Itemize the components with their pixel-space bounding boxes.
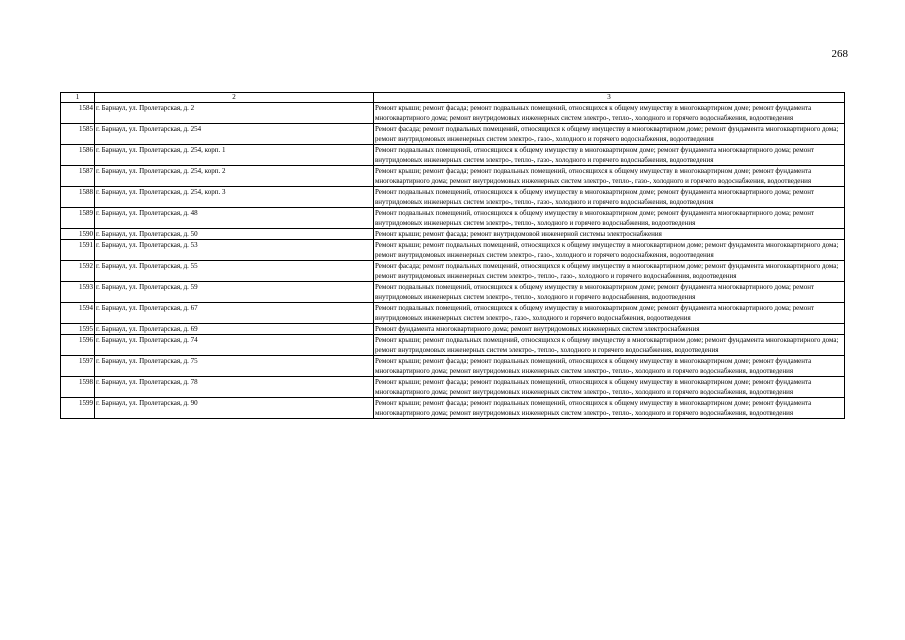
table-row — [61, 261, 845, 282]
row-address: г. Барнаул, ул. Пролетарская, д. 2 — [95, 103, 374, 124]
row-address: г. Барнаул, ул. Пролетарская, д. 75 — [95, 356, 374, 377]
row-address: г. Барнаул, ул. Пролетарская, д. 55 — [95, 261, 374, 282]
row-address: г. Барнаул, ул. Пролетарская, д. 53 — [95, 240, 374, 261]
table-row — [61, 229, 845, 240]
table-row — [61, 240, 845, 261]
table-row — [61, 335, 845, 356]
row-number: 1595 — [61, 324, 95, 335]
table-row — [61, 166, 845, 187]
row-number: 1594 — [61, 303, 95, 324]
row-number: 1587 — [61, 166, 95, 187]
table-header — [61, 93, 845, 103]
row-address: г. Барнаул, ул. Пролетарская, д. 50 — [95, 229, 374, 240]
table-row — [61, 324, 845, 335]
row-works: Ремонт фундамента многоквартирного дома; ремонт внутридомовых инженерных систем электроснабжения — [374, 324, 845, 335]
row-address: г. Барнаул, ул. Пролетарская, д. 59 — [95, 282, 374, 303]
row-works: Ремонт крыши; ремонт фасада; ремонт подвальных помещений, относящихся к общему имуществу в многоквартирном доме; ремонт фундамента многоквартирного дома; ремонт внутридомовых инженерных систем электро-, тепло-, газо-, холодного и горячего водоснабжения, водоотведения — [374, 166, 845, 187]
row-works: Ремонт подвальных помещений, относящихся к общему имуществу в многоквартирном доме; ремонт фундамента многоквартирного дома; ремонт внутридомовых инженерных систем электро-, газо-, холодного и горячего водоснабжения, водоотведения — [374, 303, 845, 324]
row-number: 1593 — [61, 282, 95, 303]
row-address: г. Барнаул, ул. Пролетарская, д. 67 — [95, 303, 374, 324]
column-header-works: 3 — [374, 93, 845, 103]
row-works: Ремонт подвальных помещений, относящихся к общему имуществу в многоквартирном доме; ремонт фундамента многоквартирного дома; ремонт внутридомовых инженерных систем электро-, тепло-, холодного и горячего водоснабжения, водоотведения — [374, 208, 845, 229]
table-row — [61, 377, 845, 398]
table-row — [61, 356, 845, 377]
row-number: 1592 — [61, 261, 95, 282]
header-row — [61, 93, 845, 103]
row-number: 1584 — [61, 103, 95, 124]
row-address: г. Барнаул, ул. Пролетарская, д. 90 — [95, 398, 374, 419]
row-number: 1590 — [61, 229, 95, 240]
row-address: г. Барнаул, ул. Пролетарская, д. 74 — [95, 335, 374, 356]
page-number: 268 — [831, 48, 848, 60]
row-works: Ремонт фасада; ремонт подвальных помещений, относящихся к общему имуществу в многоквартирном доме; ремонт фундамента многоквартирного дома; ремонт внутридомовых инженерных систем электро-, газо-, холодного и горячего водоснабжения, водоотведения — [374, 124, 845, 145]
table-row — [61, 208, 845, 229]
row-works: Ремонт подвальных помещений, относящихся к общему имуществу в многоквартирном доме; ремонт фундамента многоквартирного дома; ремонт внутридомовых инженерных систем электро-, тепло-, газо-, холодного и горячего водоснабжения, водоотведения — [374, 145, 845, 166]
row-number: 1588 — [61, 187, 95, 208]
row-address: г. Барнаул, ул. Пролетарская, д. 48 — [95, 208, 374, 229]
row-address: г. Барнаул, ул. Пролетарская, д. 69 — [95, 324, 374, 335]
row-number: 1596 — [61, 335, 95, 356]
registry-table — [60, 92, 845, 419]
row-address: г. Барнаул, ул. Пролетарская, д. 254, корп. 1 — [95, 145, 374, 166]
column-header-number: 1 — [61, 93, 95, 103]
table-row — [61, 398, 845, 419]
row-works: Ремонт крыши; ремонт фасада; ремонт подвальных помещений, относящихся к общему имуществу в многоквартирном доме; ремонт фундамента многоквартирного дома; ремонт внутридомовых инженерных систем электро-, тепло-, холодного и горячего водоснабжения, водоотведения — [374, 103, 845, 124]
row-number: 1599 — [61, 398, 95, 419]
row-number: 1597 — [61, 356, 95, 377]
table-row — [61, 303, 845, 324]
row-address: г. Барнаул, ул. Пролетарская, д. 78 — [95, 377, 374, 398]
table-row — [61, 124, 845, 145]
table-row — [61, 187, 845, 208]
row-works: Ремонт подвальных помещений, относящихся к общему имуществу в многоквартирном доме; ремонт фундамента многоквартирного дома; ремонт внутридомовых инженерных систем электро-, тепло-, газо-, холодного и горячего водоснабжения, водоотведения — [374, 187, 845, 208]
table-row — [61, 103, 845, 124]
row-works: Ремонт фасада; ремонт подвальных помещений, относящихся к общему имуществу в многоквартирном доме; ремонт фундамента многоквартирного дома; ремонт внутридомовых инженерных систем электро-, тепло-, газо-, холодного и горячего водоснабжения, водоотведения — [374, 261, 845, 282]
table-body — [61, 103, 845, 419]
row-address: г. Барнаул, ул. Пролетарская, д. 254, корп. 3 — [95, 187, 374, 208]
row-number: 1585 — [61, 124, 95, 145]
row-address: г. Барнаул, ул. Пролетарская, д. 254, корп. 2 — [95, 166, 374, 187]
table-row — [61, 282, 845, 303]
row-number: 1598 — [61, 377, 95, 398]
row-works: Ремонт крыши; ремонт подвальных помещений, относящихся к общему имуществу в многоквартирном доме; ремонт фундамента многоквартирного дома; ремонт внутридомовых инженерных систем электро-, тепло-, холодного и горячего водоснабжения, водоотведения — [374, 335, 845, 356]
row-number: 1591 — [61, 240, 95, 261]
row-works: Ремонт крыши; ремонт фасада; ремонт подвальных помещений, относящихся к общему имуществу в многоквартирном доме; ремонт фундамента многоквартирного дома; ремонт внутридомовых инженерных систем электро-, тепло-, холодного и горячего водоснабжения, водоотведения — [374, 356, 845, 377]
table-row — [61, 145, 845, 166]
row-works: Ремонт подвальных помещений, относящихся к общему имуществу в многоквартирном доме; ремонт фундамента многоквартирного дома; ремонт внутридомовых инженерных систем электро-, тепло-, холодного и горячего водоснабжения, водоотведения — [374, 282, 845, 303]
row-number: 1589 — [61, 208, 95, 229]
row-works: Ремонт крыши; ремонт фасада; ремонт подвальных помещений, относящихся к общему имуществу в многоквартирном доме; ремонт фундамента многоквартирного дома; ремонт внутридомовых инженерных систем электро-, тепло-, холодного и горячего водоснабжения, водоотведения — [374, 398, 845, 419]
row-number: 1586 — [61, 145, 95, 166]
row-address: г. Барнаул, ул. Пролетарская, д. 254 — [95, 124, 374, 145]
row-works: Ремонт крыши; ремонт подвальных помещений, относящихся к общему имуществу в многоквартирном доме; ремонт фундамента многоквартирного дома; ремонт внутридомовых инженерных систем электро-, газо-, холодного и горячего водоснабжения, водоотведения — [374, 240, 845, 261]
row-works: Ремонт крыши; ремонт фасада; ремонт внутридомовой инженерной системы электроснабжения — [374, 229, 845, 240]
row-works: Ремонт крыши; ремонт фасада; ремонт подвальных помещений, относящихся к общему имуществу в многоквартирном доме; ремонт фундамента многоквартирного дома; ремонт внутридомовых инженерных систем электро-, тепло-, холодного и горячего водоснабжения, водоотведения — [374, 377, 845, 398]
column-header-address: 2 — [95, 93, 374, 103]
